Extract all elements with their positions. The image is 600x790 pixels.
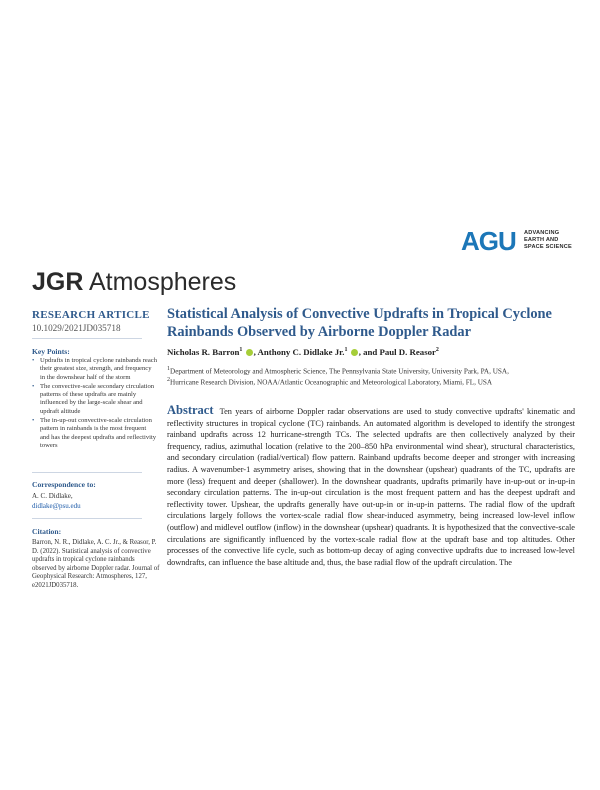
bullet-icon: • xyxy=(32,417,35,425)
article-title: Statistical Analysis of Convective Updrafts in Tropical Cyclone Rainbands Observed by Airborne Doppler Radar xyxy=(167,306,552,340)
affiliation-2: $^2$Hurricane Research Division, NOAA/Atlantic Oceanographic and Meteorological Laboratory, Miami, FL, USA xyxy=(167,377,493,387)
agu-logo-word: AGU xyxy=(461,226,516,256)
citation-heading: Citation: xyxy=(32,527,62,536)
agu-logo-tagline: ADVANCING EARTH AND SPACE SCIENCE xyxy=(524,230,572,250)
correspondence-heading: Correspondence to: xyxy=(32,480,96,489)
key-points-list xyxy=(32,357,157,451)
correspondence-email-link[interactable]: didlake@psu.edu xyxy=(32,502,81,510)
abstract-text: Ten years of airborne Doppler radar observations are used to study convective updrafts' kinematic and reflectivity structures in tropical cyclone (TC) rainbands. An automated algorithm is developed to identify the strongest rainband updrafts across 12 hurricane-strength TCs. The selected updrafts are then collectively analyzed by their frequency, radius, azimuthal location (relative to the 200–850 hPa environmental wind shear), structural characteristics, and secondary circulation (radial/vertical) flow pattern. Rainband updrafts become deeper and stronger with increasing radius. A wavenumber-1 asymmetry arises, showing that in the downshear (upshear) quadrants of the TC, updrafts are more (less) frequent and deeper (shallower). In the downshear quadrants, updrafts primarily have in-up-out or in-up-in secondary circulation patterns. The in-up-out circulation is the most frequent pattern and has the deepest updraft and reflectivity tower. Upshear, the updrafts generally have out-up-in or in-up-in patterns. The radial flow of the updraft circulations largely follows the vortex-scale radial flow shear-induced asymmetry, being increased low-level inflow (outflow) and midlevel outflow (inflow) in the downshear (upshear) quadrants. It is hypothesized that the convective-scale circulations are significantly influenced by the vortex-scale radial flow at the updraft base and top altitudes. Other processes of the convective life cycle, such as bottom-up decay of aging convective updrafts due to increased low-level downdrafts, can influence the base altitude and, thus, the base radial flow of the updraft circulation. The xyxy=(167,407,575,567)
abstract-heading: Abstract xyxy=(167,403,214,417)
doi[interactable]: 10.1029/2021JD035718 xyxy=(32,323,121,333)
orcid-icon[interactable] xyxy=(246,349,253,356)
correspondence-name: A. C. Didlake, xyxy=(32,492,73,500)
affiliation-1: $^1$Department of Meteorology and Atmospheric Science, The Pennsylvania State University, University Park, PA, USA, xyxy=(167,366,509,376)
key-point: • Updrafts in tropical cyclone rainbands reach their greatest size, strength, and frequency in the downshear half of the storm xyxy=(32,357,157,381)
journal-name: JGR Atmospheres xyxy=(32,268,237,296)
bullet-icon: • xyxy=(32,382,35,390)
sidebar-divider xyxy=(32,472,142,473)
author-name[interactable]: Nicholas R. Barron xyxy=(167,347,240,357)
abstract xyxy=(167,405,575,568)
key-point: • The convective-scale secondary circulation patterns of these updrafts are mainly influenced by the large-scale shear and updraft altitude xyxy=(32,382,155,415)
article-type: RESEARCH ARTICLE xyxy=(32,309,150,321)
sidebar-divider xyxy=(32,338,142,339)
author-name[interactable]: Anthony C. Didlake Jr. xyxy=(257,347,345,357)
orcid-icon[interactable] xyxy=(351,349,358,356)
sidebar-divider xyxy=(32,518,142,519)
key-point: • The in-up-out convective-scale circulation pattern in rainbands is the most frequent and has the deepest updrafts and reflectivity towers xyxy=(32,417,157,449)
citation-text: Barron, N. R., Didlake, A. C. Jr., & Reasor, P. D. (2022). Statistical analysis of convective updrafts in tropical cyclone rainbands observed by airborne Doppler radar. Journal of Geophysical Research: Atmospheres, 127, e2021JD035718. xyxy=(32,539,160,589)
author-name[interactable]: and Paul D. Reasor xyxy=(363,347,436,357)
bullet-icon: • xyxy=(32,357,35,364)
key-points-heading: Key Points: xyxy=(32,347,70,356)
author-list: Nicholas R. Barron$^1$ , Anthony C. Didlake Jr.$^1$ , and Paul D. Reasor$^2$ xyxy=(167,347,439,357)
agu-logo xyxy=(461,226,576,256)
